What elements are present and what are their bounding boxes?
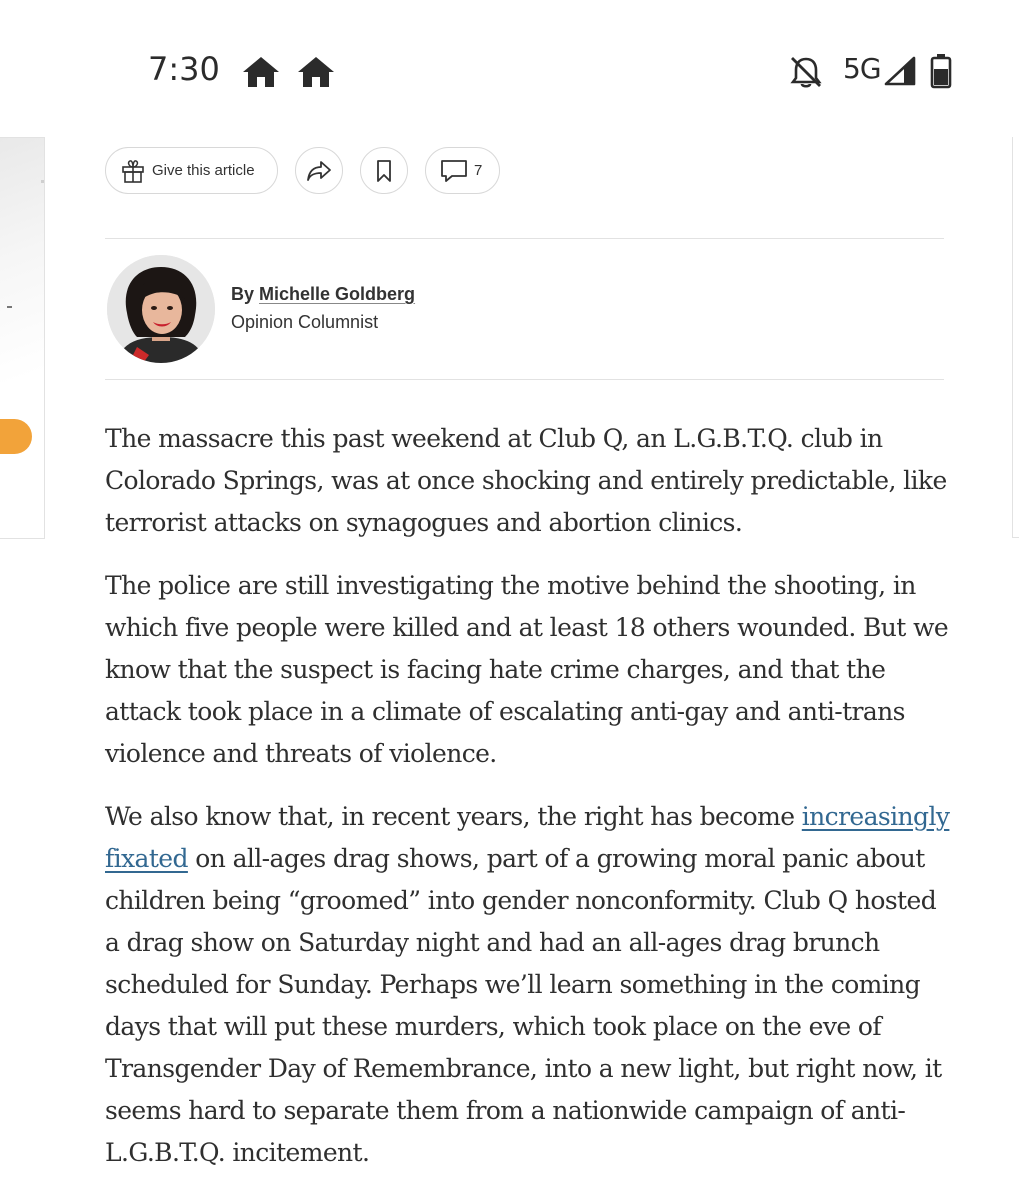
- increasingly-fixated-link[interactable]: increasingly fixated: [105, 802, 950, 873]
- author-role: Opinion Columnist: [231, 312, 379, 332]
- paragraph-text: We also know that, in recent years, the right has become: [105, 802, 795, 831]
- share-button[interactable]: [295, 147, 343, 194]
- paragraph: The massacre this past weekend at Club Q, an L.G.B.T.Q. club in Colorado Springs, was at once shocking and entirely predictable, like terrorist attacks on synagogues and abortion clinics.: [105, 424, 947, 537]
- byline: [231, 284, 415, 305]
- home-icon: [241, 55, 281, 89]
- divider: [105, 379, 944, 380]
- share-icon: [306, 160, 332, 182]
- network-type: 5G: [843, 52, 881, 85]
- comment-icon: [440, 159, 468, 183]
- author-link[interactable]: Michelle Goldberg: [259, 284, 416, 304]
- page-edge-marker: [41, 180, 44, 183]
- status-bar: [0, 0, 1019, 140]
- status-time: 7:30: [148, 50, 220, 88]
- bell-off-icon: [788, 55, 824, 89]
- byline-prefix: By: [231, 284, 255, 304]
- next-page-edge[interactable]: [1012, 137, 1019, 538]
- paragraph-text: on all-ages drag shows, part of a growing moral panic about children being “groomed” into gender nonconformity. Club Q hosted a drag show on Saturday night and had an all-ages drag brunch scheduled for Sunday. Perhaps we’ll learn something in the coming days that will put these murders, which took place on the eve of Transgender Day of Remembrance, into a new light, but right now, it seems hard to separate them from a nationwide campaign of anti-L.G.B.T.Q. incitement.: [105, 844, 942, 1167]
- comment-count: 7: [474, 162, 483, 179]
- gift-article-button[interactable]: [105, 147, 278, 194]
- paragraph: [105, 796, 950, 1174]
- previous-page-edge[interactable]: [0, 137, 45, 539]
- article-body: [105, 418, 950, 1195]
- divider: [105, 238, 944, 239]
- gift-article-label: Give this article: [152, 162, 255, 179]
- save-button[interactable]: [360, 147, 408, 194]
- battery-icon: [929, 53, 953, 89]
- gift-icon: [120, 158, 146, 184]
- author-avatar[interactable]: [107, 255, 215, 363]
- home-icon: [296, 55, 336, 89]
- page-edge-marker: [7, 306, 12, 308]
- paragraph: The police are still investigating the motive behind the shooting, in which five people were killed and at least 18 others wounded. But we know that the suspect is facing hate crime charges, and that the attack took place in a climate of escalating anti-gay and anti-trans violence and threats of violence.: [105, 571, 949, 768]
- signal-icon: [884, 56, 918, 86]
- comments-button[interactable]: [425, 147, 500, 194]
- author-photo: [107, 255, 215, 363]
- bookmark-icon: [375, 159, 393, 183]
